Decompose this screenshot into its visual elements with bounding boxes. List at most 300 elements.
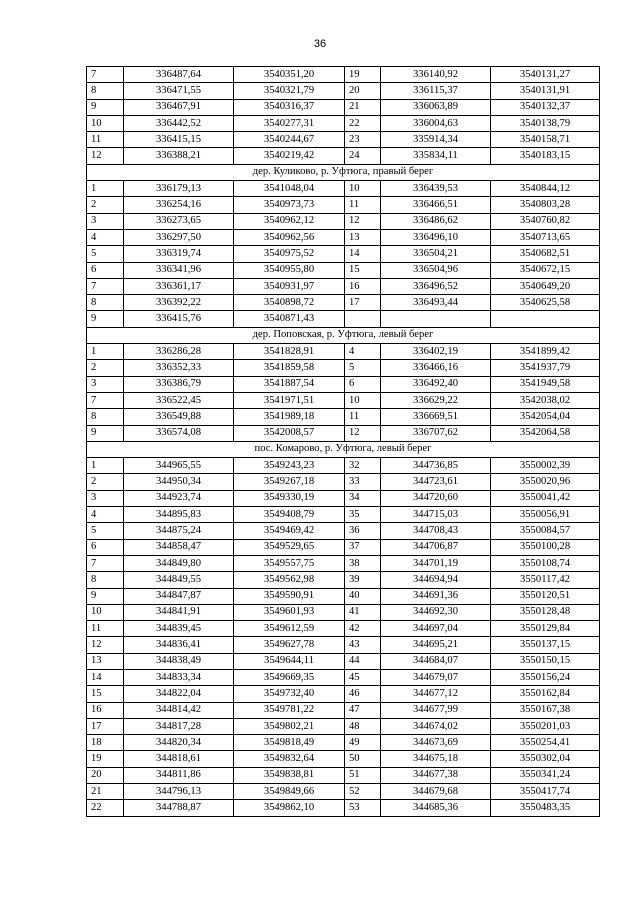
x-coordinate: 344923,74 (124, 490, 234, 506)
y-coordinate: 3550002,39 (491, 458, 600, 474)
table-row (87, 539, 600, 555)
x-coordinate: 344822,04 (124, 686, 234, 702)
table-row (87, 653, 600, 669)
x-coordinate: 336402,19 (381, 344, 491, 360)
y-coordinate: 3550084,57 (491, 523, 600, 539)
point-number: 8 (87, 572, 124, 588)
x-coordinate: 344847,87 (124, 588, 234, 604)
point-number: 15 (87, 686, 124, 702)
point-number: 2 (87, 360, 124, 376)
x-coordinate: 336415,76 (124, 311, 234, 327)
y-coordinate: 3540131,27 (491, 67, 600, 83)
x-coordinate: 336392,22 (124, 295, 234, 311)
point-number: 10 (87, 604, 124, 620)
x-coordinate: 336504,21 (381, 246, 491, 262)
y-coordinate: 3540871,43 (234, 311, 345, 327)
x-coordinate: 336415,15 (124, 132, 234, 148)
table-row (87, 132, 600, 148)
point-number: 5 (87, 523, 124, 539)
table-row (87, 555, 600, 571)
y-coordinate: 3540760,82 (491, 213, 600, 229)
point-number: 45 (345, 669, 381, 685)
table-row (87, 311, 600, 327)
x-coordinate: 344677,12 (381, 686, 491, 702)
point-number: 10 (345, 392, 381, 408)
y-coordinate: 3541899,42 (491, 344, 600, 360)
point-number: 20 (345, 83, 381, 99)
x-coordinate: 336467,91 (124, 99, 234, 115)
point-number: 20 (87, 767, 124, 783)
y-coordinate: 3541949,58 (491, 376, 600, 392)
section-heading-row (87, 164, 600, 180)
x-coordinate: 344849,55 (124, 572, 234, 588)
y-coordinate: 3540351,20 (234, 67, 345, 83)
table-row (87, 784, 600, 800)
x-coordinate: 344684,07 (381, 653, 491, 669)
point-number: 49 (345, 735, 381, 751)
y-coordinate: 3550117,42 (491, 572, 600, 588)
point-number: 24 (345, 148, 381, 164)
x-coordinate: 344694,94 (381, 572, 491, 588)
x-coordinate: 344674,02 (381, 718, 491, 734)
x-coordinate: 344858,47 (124, 539, 234, 555)
x-coordinate: 336574,08 (124, 425, 234, 441)
point-number: 16 (87, 702, 124, 718)
point-number: 1 (87, 344, 124, 360)
point-number: 44 (345, 653, 381, 669)
y-coordinate: 3540132,37 (491, 99, 600, 115)
x-coordinate: 344706,87 (381, 539, 491, 555)
point-number: 51 (345, 767, 381, 783)
x-coordinate: 336352,33 (124, 360, 234, 376)
table-row (87, 278, 600, 294)
x-coordinate: 336466,51 (381, 197, 491, 213)
point-number: 36 (345, 523, 381, 539)
point-number: 7 (87, 278, 124, 294)
x-coordinate: 336140,92 (381, 67, 491, 83)
table-row (87, 115, 600, 131)
y-coordinate: 3550128,48 (491, 604, 600, 620)
point-number: 8 (87, 83, 124, 99)
x-coordinate: 344701,19 (381, 555, 491, 571)
x-coordinate: 344708,43 (381, 523, 491, 539)
y-coordinate: 3540713,65 (491, 229, 600, 245)
x-coordinate: 344677,38 (381, 767, 491, 783)
x-coordinate: 344675,18 (381, 751, 491, 767)
point-number: 7 (87, 392, 124, 408)
x-coordinate: 336549,88 (124, 409, 234, 425)
x-coordinate: 344788,87 (124, 800, 234, 816)
x-coordinate: 344950,34 (124, 474, 234, 490)
y-coordinate: 3549627,78 (234, 637, 345, 653)
y-coordinate: 3540672,15 (491, 262, 600, 278)
coordinates-table-body (87, 67, 600, 817)
y-coordinate: 3540962,56 (234, 229, 345, 245)
point-number: 16 (345, 278, 381, 294)
x-coordinate: 344895,83 (124, 507, 234, 523)
section-heading: дер. Куликово, р. Уфтюга, правый берег (87, 164, 600, 180)
point-number: 42 (345, 621, 381, 637)
table-row (87, 148, 600, 164)
y-coordinate: 3542064,58 (491, 425, 600, 441)
x-coordinate: 344841,91 (124, 604, 234, 620)
x-coordinate: 336386,79 (124, 376, 234, 392)
table-row (87, 213, 600, 229)
x-coordinate: 336492,40 (381, 376, 491, 392)
point-number: 11 (87, 621, 124, 637)
point-number: 12 (345, 213, 381, 229)
x-coordinate: 344697,04 (381, 621, 491, 637)
x-coordinate: 336471,55 (124, 83, 234, 99)
x-coordinate: 336629,22 (381, 392, 491, 408)
y-coordinate: 3541887,54 (234, 376, 345, 392)
table-row (87, 490, 600, 506)
x-coordinate: 336496,10 (381, 229, 491, 245)
point-number: 18 (87, 735, 124, 751)
x-coordinate: 344691,36 (381, 588, 491, 604)
point-number: 19 (87, 751, 124, 767)
y-coordinate: 3549562,98 (234, 572, 345, 588)
y-coordinate: 3550137,15 (491, 637, 600, 653)
y-coordinate: 3549330,19 (234, 490, 345, 506)
y-coordinate: 3550150,15 (491, 653, 600, 669)
x-coordinate: 336115,37 (381, 83, 491, 99)
y-coordinate: 3549601,93 (234, 604, 345, 620)
y-coordinate: 3549590,91 (234, 588, 345, 604)
y-coordinate: 3550129,84 (491, 621, 600, 637)
table-row (87, 572, 600, 588)
section-heading-row (87, 441, 600, 457)
y-coordinate: 3549781,22 (234, 702, 345, 718)
table-row (87, 702, 600, 718)
y-coordinate: 3550156,24 (491, 669, 600, 685)
x-coordinate: 336254,16 (124, 197, 234, 213)
y-coordinate: 3549862,10 (234, 800, 345, 816)
x-coordinate: 336341,96 (124, 262, 234, 278)
x-coordinate: 344685,36 (381, 800, 491, 816)
point-number: 12 (87, 637, 124, 653)
point-number: 4 (87, 229, 124, 245)
y-coordinate: 3542054,04 (491, 409, 600, 425)
point-number: 41 (345, 604, 381, 620)
y-coordinate: 3549838,81 (234, 767, 345, 783)
x-coordinate: 344965,55 (124, 458, 234, 474)
table-row (87, 409, 600, 425)
x-coordinate: 336439,53 (381, 181, 491, 197)
y-coordinate: 3540158,71 (491, 132, 600, 148)
y-coordinate: 3550483,35 (491, 800, 600, 816)
table-row (87, 588, 600, 604)
y-coordinate: 3550100,28 (491, 539, 600, 555)
y-coordinate: 3540316,37 (234, 99, 345, 115)
y-coordinate: 3549832,64 (234, 751, 345, 767)
point-number: 23 (345, 132, 381, 148)
point-number: 1 (87, 181, 124, 197)
x-coordinate: 344838,49 (124, 653, 234, 669)
point-number: 10 (87, 115, 124, 131)
point-number: 40 (345, 588, 381, 604)
y-coordinate: 3540844,12 (491, 181, 600, 197)
table-row (87, 604, 600, 620)
y-coordinate: 3550167,38 (491, 702, 600, 718)
point-number: 11 (345, 409, 381, 425)
table-row (87, 718, 600, 734)
point-number: 19 (345, 67, 381, 83)
point-number: 6 (345, 376, 381, 392)
y-coordinate: 3540138,79 (491, 115, 600, 131)
point-number: 7 (87, 67, 124, 83)
x-coordinate: 344723,61 (381, 474, 491, 490)
y-coordinate: 3540131,91 (491, 83, 600, 99)
table-row (87, 262, 600, 278)
table-row (87, 295, 600, 311)
y-coordinate: 3549612,59 (234, 621, 345, 637)
y-coordinate: 3550201,03 (491, 718, 600, 734)
point-number: 17 (345, 295, 381, 311)
x-coordinate: 336486,62 (381, 213, 491, 229)
y-coordinate: 3550162,84 (491, 686, 600, 702)
x-coordinate: 335834,11 (381, 148, 491, 164)
y-coordinate: 3540898,72 (234, 295, 345, 311)
x-coordinate: 335914,34 (381, 132, 491, 148)
table-row (87, 246, 600, 262)
x-coordinate: 344833,34 (124, 669, 234, 685)
y-coordinate: 3541971,51 (234, 392, 345, 408)
x-coordinate: 336669,51 (381, 409, 491, 425)
point-number: 9 (87, 588, 124, 604)
point-number: 3 (87, 213, 124, 229)
x-coordinate: 336286,28 (124, 344, 234, 360)
y-coordinate: 3540625,58 (491, 295, 600, 311)
point-number: 3 (87, 490, 124, 506)
point-number: 10 (345, 181, 381, 197)
point-number: 22 (87, 800, 124, 816)
x-coordinate: 344692,30 (381, 604, 491, 620)
table-row (87, 360, 600, 376)
point-number: 13 (345, 229, 381, 245)
x-coordinate: 344677,99 (381, 702, 491, 718)
x-coordinate: 336442,52 (124, 115, 234, 131)
x-coordinate: 336319,74 (124, 246, 234, 262)
y-coordinate: 3550302,04 (491, 751, 600, 767)
x-coordinate: 344695,21 (381, 637, 491, 653)
x-coordinate: 344736,85 (381, 458, 491, 474)
y-coordinate: 3550108,74 (491, 555, 600, 571)
table-row (87, 425, 600, 441)
y-coordinate (491, 311, 600, 327)
point-number: 4 (87, 507, 124, 523)
table-row (87, 686, 600, 702)
table-row (87, 458, 600, 474)
point-number: 13 (87, 653, 124, 669)
y-coordinate: 3541937,79 (491, 360, 600, 376)
y-coordinate: 3550254,41 (491, 735, 600, 751)
x-coordinate: 344839,45 (124, 621, 234, 637)
point-number: 2 (87, 474, 124, 490)
table-row (87, 621, 600, 637)
x-coordinate: 344720,60 (381, 490, 491, 506)
table-row (87, 767, 600, 783)
y-coordinate: 3549849,66 (234, 784, 345, 800)
point-number: 12 (87, 148, 124, 164)
table-row (87, 83, 600, 99)
y-coordinate: 3540803,28 (491, 197, 600, 213)
point-number: 9 (87, 311, 124, 327)
point-number: 38 (345, 555, 381, 571)
x-coordinate: 344679,07 (381, 669, 491, 685)
point-number: 15 (345, 262, 381, 278)
point-number: 33 (345, 474, 381, 490)
y-coordinate: 3549669,35 (234, 669, 345, 685)
table-row (87, 474, 600, 490)
point-number: 1 (87, 458, 124, 474)
point-number: 5 (87, 246, 124, 262)
y-coordinate: 3540277,31 (234, 115, 345, 131)
point-number: 21 (87, 784, 124, 800)
point-number: 11 (87, 132, 124, 148)
point-number: 11 (345, 197, 381, 213)
x-coordinate: 344814,42 (124, 702, 234, 718)
point-number: 2 (87, 197, 124, 213)
x-coordinate: 344836,41 (124, 637, 234, 653)
x-coordinate: 336496,52 (381, 278, 491, 294)
point-number: 47 (345, 702, 381, 718)
point-number: 43 (345, 637, 381, 653)
x-coordinate: 336504,96 (381, 262, 491, 278)
point-number: 50 (345, 751, 381, 767)
table-row (87, 523, 600, 539)
x-coordinate: 344811,86 (124, 767, 234, 783)
y-coordinate: 3540975,52 (234, 246, 345, 262)
y-coordinate: 3549644,11 (234, 653, 345, 669)
point-number: 9 (87, 99, 124, 115)
y-coordinate: 3541859,58 (234, 360, 345, 376)
x-coordinate: 336466,16 (381, 360, 491, 376)
x-coordinate: 336522,45 (124, 392, 234, 408)
y-coordinate: 3540183,15 (491, 148, 600, 164)
point-number: 22 (345, 115, 381, 131)
table-row (87, 376, 600, 392)
y-coordinate: 3542008,57 (234, 425, 345, 441)
x-coordinate (381, 311, 491, 327)
y-coordinate: 3540682,51 (491, 246, 600, 262)
x-coordinate: 336388,21 (124, 148, 234, 164)
point-number: 14 (345, 246, 381, 262)
y-coordinate: 3550056,91 (491, 507, 600, 523)
table-row (87, 67, 600, 83)
x-coordinate: 344817,28 (124, 718, 234, 734)
table-row (87, 637, 600, 653)
y-coordinate: 3549267,18 (234, 474, 345, 490)
x-coordinate: 336179,13 (124, 181, 234, 197)
point-number: 8 (87, 295, 124, 311)
point-number: 39 (345, 572, 381, 588)
table-row (87, 507, 600, 523)
point-number: 17 (87, 718, 124, 734)
table-row (87, 735, 600, 751)
x-coordinate: 344673,69 (381, 735, 491, 751)
point-number: 53 (345, 800, 381, 816)
table-row (87, 392, 600, 408)
point-number: 6 (87, 262, 124, 278)
y-coordinate: 3550341,24 (491, 767, 600, 783)
table-row (87, 344, 600, 360)
y-coordinate: 3540962,12 (234, 213, 345, 229)
point-number: 37 (345, 539, 381, 555)
y-coordinate: 3549243,23 (234, 458, 345, 474)
table-row (87, 181, 600, 197)
point-number: 35 (345, 507, 381, 523)
y-coordinate: 3541828,91 (234, 344, 345, 360)
x-coordinate: 344818,61 (124, 751, 234, 767)
point-number: 12 (345, 425, 381, 441)
y-coordinate: 3542038,02 (491, 392, 600, 408)
table-row (87, 197, 600, 213)
y-coordinate: 3550417,74 (491, 784, 600, 800)
y-coordinate: 3549732,40 (234, 686, 345, 702)
section-heading: дер. Поповская, р. Уфтюга, левый берег (87, 327, 600, 343)
x-coordinate: 336487,64 (124, 67, 234, 83)
y-coordinate: 3540973,73 (234, 197, 345, 213)
page-number: 36 (313, 38, 327, 50)
x-coordinate: 336493,44 (381, 295, 491, 311)
section-heading-row (87, 327, 600, 343)
x-coordinate: 336004,63 (381, 115, 491, 131)
y-coordinate: 3540955,80 (234, 262, 345, 278)
table-row (87, 800, 600, 816)
section-heading: пос. Комарово, р. Уфтюга, левый берег (87, 441, 600, 457)
point-number: 8 (87, 409, 124, 425)
y-coordinate: 3541989,18 (234, 409, 345, 425)
point-number: 32 (345, 458, 381, 474)
table-row (87, 229, 600, 245)
y-coordinate: 3550020,96 (491, 474, 600, 490)
y-coordinate: 3540244,67 (234, 132, 345, 148)
table-row (87, 669, 600, 685)
x-coordinate: 336063,89 (381, 99, 491, 115)
x-coordinate: 344820,34 (124, 735, 234, 751)
point-number: 4 (345, 344, 381, 360)
x-coordinate: 336273,65 (124, 213, 234, 229)
y-coordinate: 3549818,49 (234, 735, 345, 751)
point-number: 7 (87, 555, 124, 571)
x-coordinate: 344715,03 (381, 507, 491, 523)
y-coordinate: 3540931,97 (234, 278, 345, 294)
point-number: 5 (345, 360, 381, 376)
x-coordinate: 336707,62 (381, 425, 491, 441)
point-number: 14 (87, 669, 124, 685)
y-coordinate: 3549529,65 (234, 539, 345, 555)
x-coordinate: 336297,50 (124, 229, 234, 245)
point-number: 48 (345, 718, 381, 734)
coordinates-table (86, 66, 600, 817)
y-coordinate: 3550041,42 (491, 490, 600, 506)
y-coordinate: 3540649,20 (491, 278, 600, 294)
point-number: 21 (345, 99, 381, 115)
y-coordinate: 3549802,21 (234, 718, 345, 734)
y-coordinate: 3540219,42 (234, 148, 345, 164)
x-coordinate: 344849,80 (124, 555, 234, 571)
y-coordinate: 3541048,04 (234, 181, 345, 197)
point-number: 3 (87, 376, 124, 392)
table-row (87, 751, 600, 767)
y-coordinate: 3540321,79 (234, 83, 345, 99)
point-number (345, 311, 381, 327)
y-coordinate: 3550120,51 (491, 588, 600, 604)
point-number: 34 (345, 490, 381, 506)
x-coordinate: 344679,68 (381, 784, 491, 800)
table-row (87, 99, 600, 115)
